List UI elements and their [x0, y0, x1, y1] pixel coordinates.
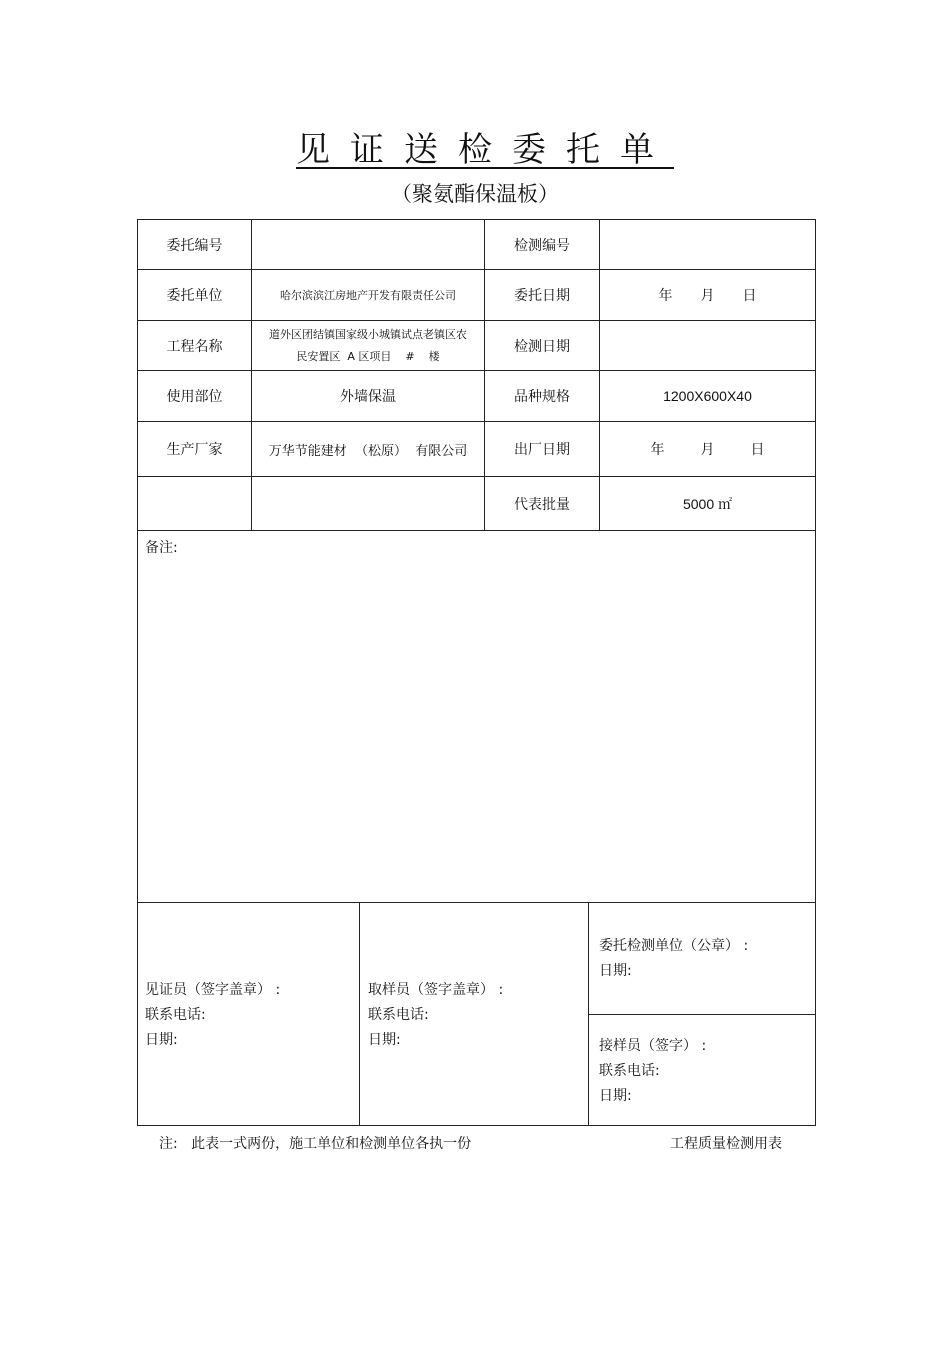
project-name-line1: 道外区团结镇国家级小城镇试点老镇区农: [269, 327, 467, 341]
sampler-phone-label: 联系电话:: [368, 1007, 429, 1023]
sampler-signer-label: 取样员（签字盖章） :: [368, 982, 504, 998]
remarks-area[interactable]: [138, 531, 815, 903]
receiver-signature-box[interactable]: [589, 1015, 815, 1125]
agency-date-label: 日期:: [599, 963, 632, 979]
footer-form-name: 工程质量检测用表: [670, 1136, 782, 1152]
field-usage-location[interactable]: 外墙保温: [252, 371, 485, 422]
field-spec[interactable]: 1200X600X40: [600, 371, 815, 422]
document-subtitle: （聚氨酯保温板）: [391, 182, 559, 206]
remarks-label: 备注:: [145, 540, 178, 556]
label-commission-no: 委托编号: [138, 220, 252, 270]
project-name-line2: 民安置区 A 区项目 # 楼: [296, 349, 440, 363]
receiver-date-label: 日期:: [599, 1088, 632, 1104]
witness-phone-label: 联系电话:: [145, 1007, 206, 1023]
footer-note: 注: 此表一式两份，施工单位和检测单位各执一份: [159, 1136, 472, 1152]
witness-signature-box[interactable]: [138, 903, 360, 1125]
receiver-phone-label: 联系电话:: [599, 1063, 660, 1079]
label-manufacturer: 生产厂家: [138, 422, 252, 477]
field-commission-no[interactable]: [252, 220, 485, 270]
agency-seal-box[interactable]: [589, 903, 815, 1015]
label-commission-unit: 委托单位: [138, 270, 252, 321]
field-test-no[interactable]: [600, 220, 815, 270]
field-batch-quantity[interactable]: 5000 ㎡: [600, 477, 815, 531]
commission-form: [137, 219, 816, 1126]
year-label: 年: [658, 288, 673, 304]
day-label: 日: [750, 442, 765, 458]
label-project-name: 工程名称: [138, 321, 252, 371]
month-label: 月: [700, 442, 715, 458]
field-commission-date[interactable]: [600, 270, 815, 321]
label-batch-quantity: 代表批量: [485, 477, 600, 531]
field-project-name[interactable]: [252, 321, 485, 371]
agency-signer-label: 委托检测单位（公章） :: [599, 938, 749, 954]
label-test-date: 检测日期: [485, 321, 600, 371]
month-label: 月: [700, 288, 715, 304]
sampler-signature-box[interactable]: [360, 903, 589, 1125]
document-title: 见证送检委托单: [296, 130, 674, 170]
witness-signer-label: 见证员（签字盖章） :: [145, 982, 281, 998]
label-empty: [138, 477, 252, 531]
label-factory-date: 出厂日期: [485, 422, 600, 477]
field-factory-date[interactable]: [600, 422, 815, 477]
label-spec: 品种规格: [485, 371, 600, 422]
year-label: 年: [650, 442, 665, 458]
label-test-no: 检测编号: [485, 220, 600, 270]
receiver-signer-label: 接样员（签字） :: [599, 1038, 707, 1054]
label-usage-location: 使用部位: [138, 371, 252, 422]
witness-date-label: 日期:: [145, 1032, 178, 1048]
field-manufacturer[interactable]: 万华节能建材 （松原） 有限公司: [252, 422, 485, 477]
field-empty[interactable]: [252, 477, 485, 531]
day-label: 日: [742, 288, 757, 304]
sampler-date-label: 日期:: [368, 1032, 401, 1048]
label-commission-date: 委托日期: [485, 270, 600, 321]
field-commission-unit[interactable]: 哈尔滨滨江房地产开发有限责任公司: [252, 270, 485, 321]
field-test-date[interactable]: [600, 321, 815, 371]
